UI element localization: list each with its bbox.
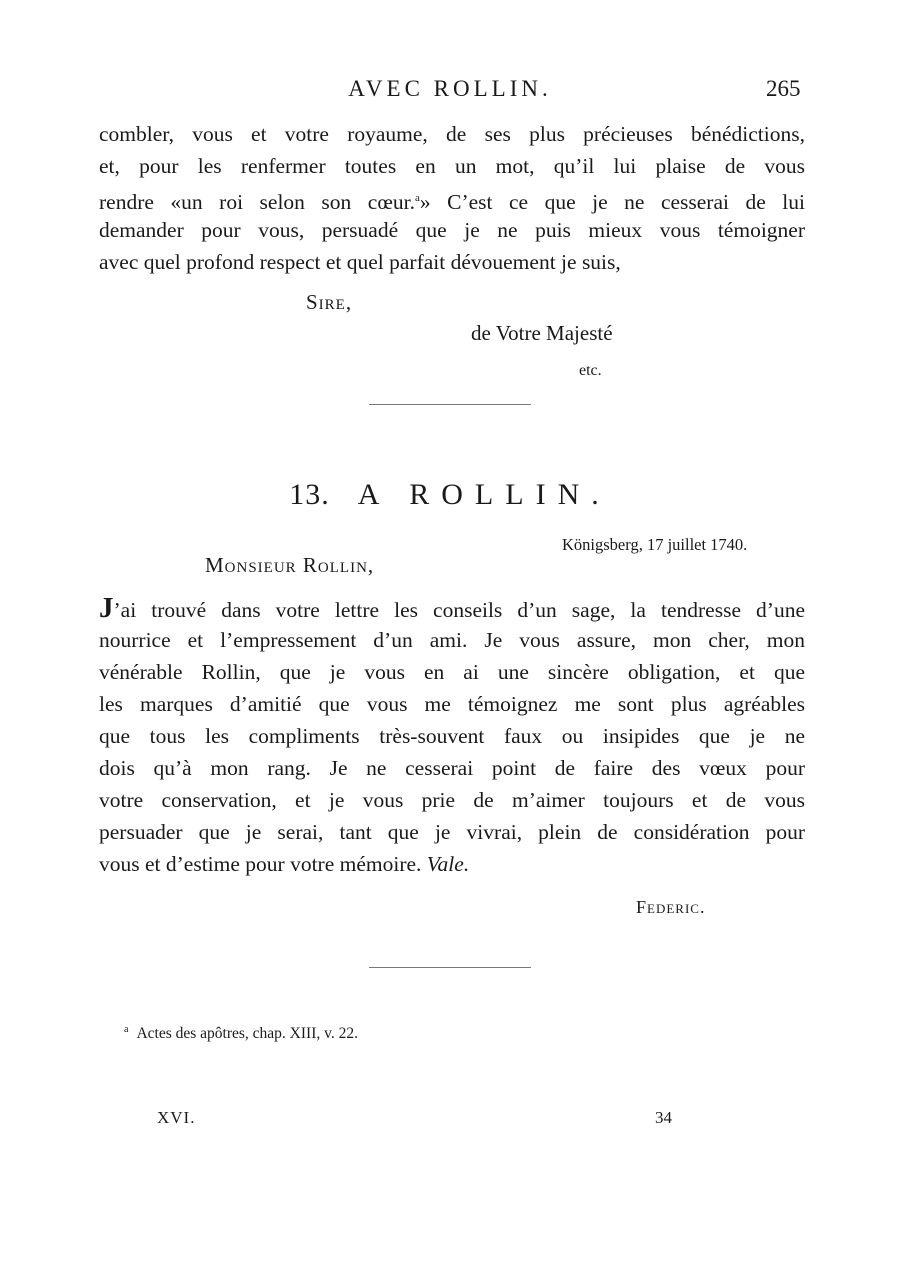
text-line: votre conservation, et je vous prie de m’aimer toujours et de vous xyxy=(99,788,805,812)
text-line: J’ai trouvé dans votre lettre les conseils d’un sage, la tendresse d’une xyxy=(99,592,805,624)
letter-title: A ROLLIN. xyxy=(357,478,611,511)
text-line: combler, vous et votre royaume, de ses plus précieuses bénédictions, xyxy=(99,122,805,146)
text-line: rendre «un roi selon son cœur.$^a$» C’est ce que je ne cesserai de lui xyxy=(99,190,805,215)
previous-letter-ending xyxy=(99,118,805,278)
footnote-reference: a xyxy=(414,192,420,204)
salutation-sire: Sire, xyxy=(306,290,353,314)
closing-word: Vale. xyxy=(426,852,470,876)
text-line: demander pour vous, persuadé que je ne puis mieux vous témoigner xyxy=(99,218,805,242)
footnote-mark: a xyxy=(124,1024,129,1035)
place-date: Königsberg, 17 juillet 1740. xyxy=(562,535,748,554)
closing-formula: de Votre Majesté xyxy=(471,321,613,345)
page-number: 265 xyxy=(766,76,801,101)
running-head xyxy=(0,76,900,106)
letter-body xyxy=(99,592,805,880)
text-line: dois qu’à mon rang. Je ne cesserai point de faire des vœux pour xyxy=(99,756,805,780)
text-line: nourrice et l’empressement d’un ami. Je vous assure, mon cher, mon xyxy=(99,628,805,652)
sheet-number: 34 xyxy=(655,1108,672,1127)
text-line: vénérable Rollin, que je vous en ai une sincère obligation, et que xyxy=(99,660,805,684)
text-line: et, pour les renfermer toutes en un mot, qu’il lui plaise de vous xyxy=(99,154,805,178)
drop-cap: J xyxy=(99,592,114,624)
text-line: que tous les compliments très-souvent faux ou insipides que je ne xyxy=(99,724,805,748)
closing-etc: etc. xyxy=(579,362,602,379)
letter-heading xyxy=(0,478,900,512)
text-line: les marques d’amitié que vous me témoignez me sont plus agréables xyxy=(99,692,805,716)
text-line: avec quel profond respect et quel parfait dévouement je suis, xyxy=(99,250,621,274)
volume-signature: XVI. xyxy=(157,1108,196,1127)
running-title: AVEC ROLLIN. xyxy=(348,76,552,101)
footnote xyxy=(124,1024,358,1043)
separator-rule xyxy=(369,967,531,968)
separator-rule xyxy=(369,404,531,405)
footnote-text: Actes des apôtres, chap. XIII, v. 22. xyxy=(136,1025,358,1043)
text-line: vous et d’estime pour votre mémoire. Vale. xyxy=(99,852,470,876)
letter-salutation: Monsieur Rollin, xyxy=(205,553,375,577)
text-line: persuader que je serai, tant que je vivrai, plein de considération pour xyxy=(99,820,805,844)
letter-number: 13. xyxy=(289,478,330,511)
signature: Federic. xyxy=(636,897,706,917)
